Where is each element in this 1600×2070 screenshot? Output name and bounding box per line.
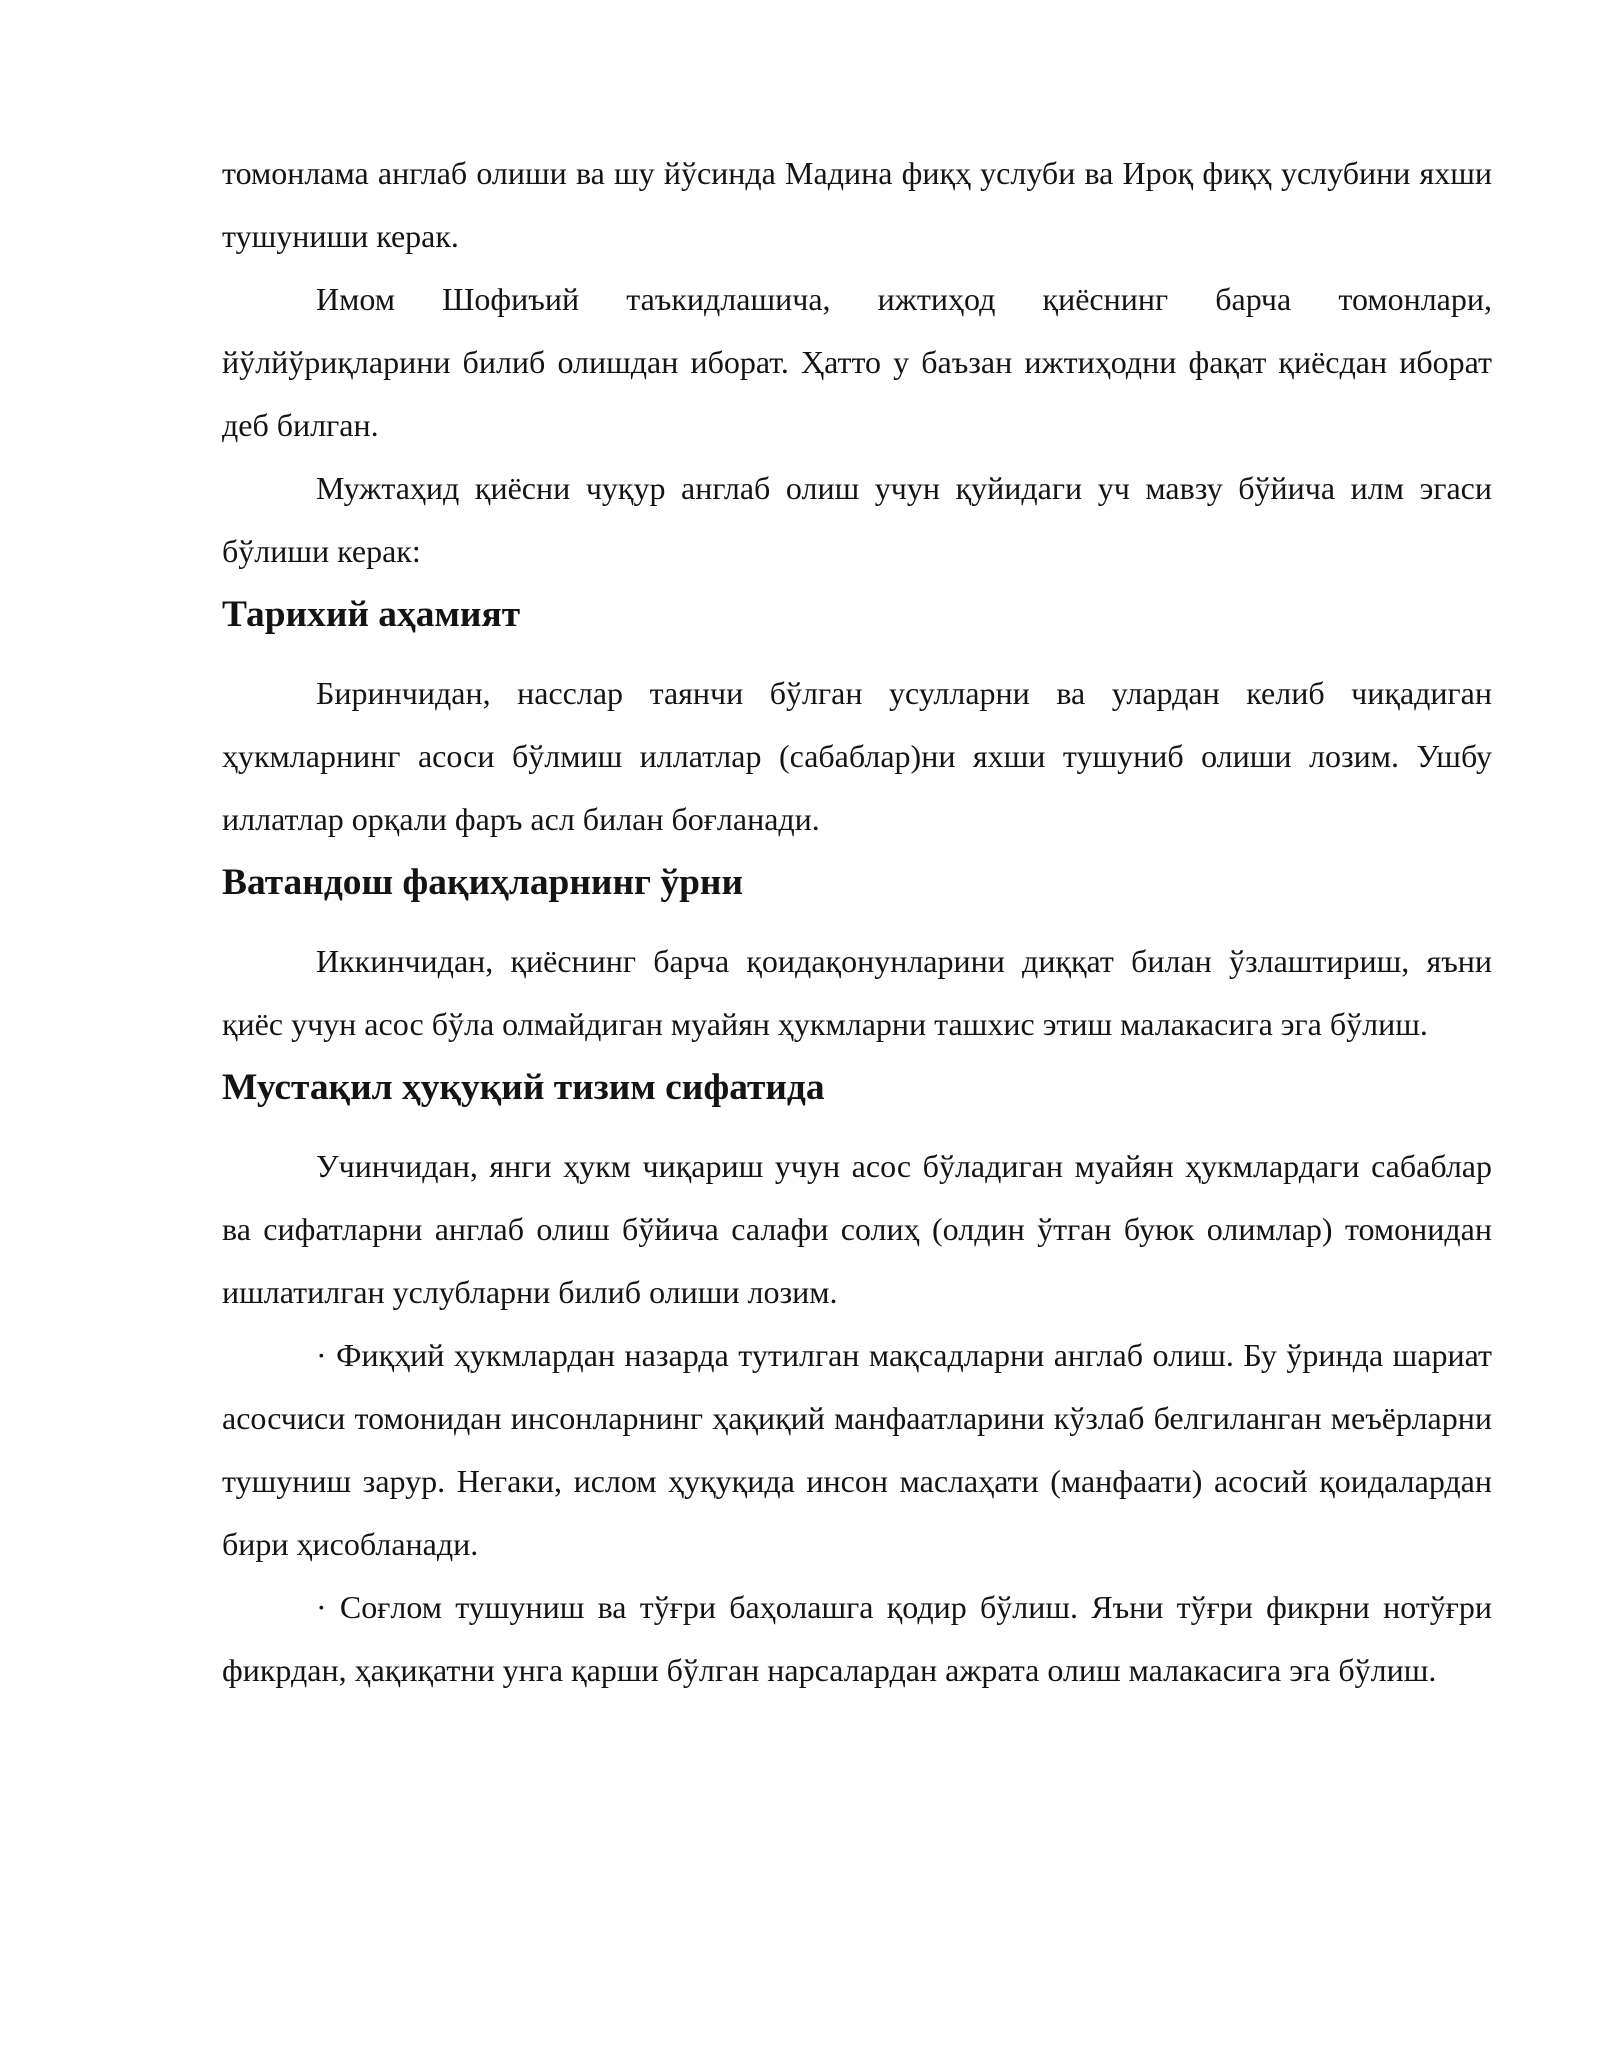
bullet-paragraph-sound-judgment: · Соғлом тушуниш ва тўғри баҳолашга қодир бўлиш. Яъни тўғри фикрни нотўғри фикрдан, ҳақиқатни унга қарши бўлган нарсалардан ажрата олиш малакасига эга бўлиш. [222, 1589, 1492, 1688]
heading-historical-importance: Тарихий аҳамият [222, 594, 521, 635]
paragraph-shafii-qiyas: Имом Шофиъий таъкидлашича, ижтиҳод қиёснинг барча томонлари, йўлйўриқларини билиб олишдан иборат. Ҳатто у баъзан ижтиҳодни фақат қиёсдан иборат деб билган. [222, 281, 1492, 443]
paragraph-second-point: Иккинчидан, қиёснинг барча қоидақонунларини диққат билан ўзлаштириш, яъни қиёс учун асос бўла олмайдиган муайян ҳукмларни ташхис этиш малакасига эга бўлиш. [222, 943, 1492, 1042]
paragraph-continuation: томонлама англаб олиши ва шу йўсинда Мадина фиқҳ услуби ва Ироқ фиқҳ услубини яхши тушуниши керак. [222, 155, 1492, 254]
heading-local-jurists-role: Ватандош фақиҳларнинг ўрни [222, 862, 744, 903]
bullet-paragraph-objectives: · Фиқҳий ҳукмлардан назарда тутилган мақсадларни англаб олиш. Бу ўринда шариат асосчиси томонидан инсонларнинг ҳақиқий манфаатларини кўзлаб белгиланган меъёрларни тушуниш зарур. Негаки, ислом ҳуқуқида инсон маслаҳати (манфаати) асосий қоидалардан бири ҳисобланади. [222, 1337, 1492, 1562]
paragraph-mujtahid-requirements: Мужтаҳид қиёсни чуқур англаб олиш учун қуйидаги уч мавзу бўйича илм эгаси бўлиши керак: [222, 470, 1492, 569]
heading-independent-legal-system: Мустақил ҳуқуқий тизим сифатида [222, 1067, 825, 1108]
paragraph-first-point: Биринчидан, насслар таянчи бўлган усулларни ва улардан келиб чиқадиган ҳукмларнинг асоси бўлмиш иллатлар (сабаблар)ни яхши тушуниб олиши лозим. Ушбу иллатлар орқали фаръ асл билан боғланади. [222, 675, 1492, 837]
paragraph-third-point: Учинчидан, янги ҳукм чиқариш учун асос бўладиган муайян ҳукмлардаги сабаблар ва сифатларни англаб олиш бўйича салафи солиҳ (олдин ўтган буюк олимлар) томонидан ишлатилган услубларни билиб олиши лозим. [222, 1148, 1492, 1310]
document-page [222, 142, 1492, 1702]
